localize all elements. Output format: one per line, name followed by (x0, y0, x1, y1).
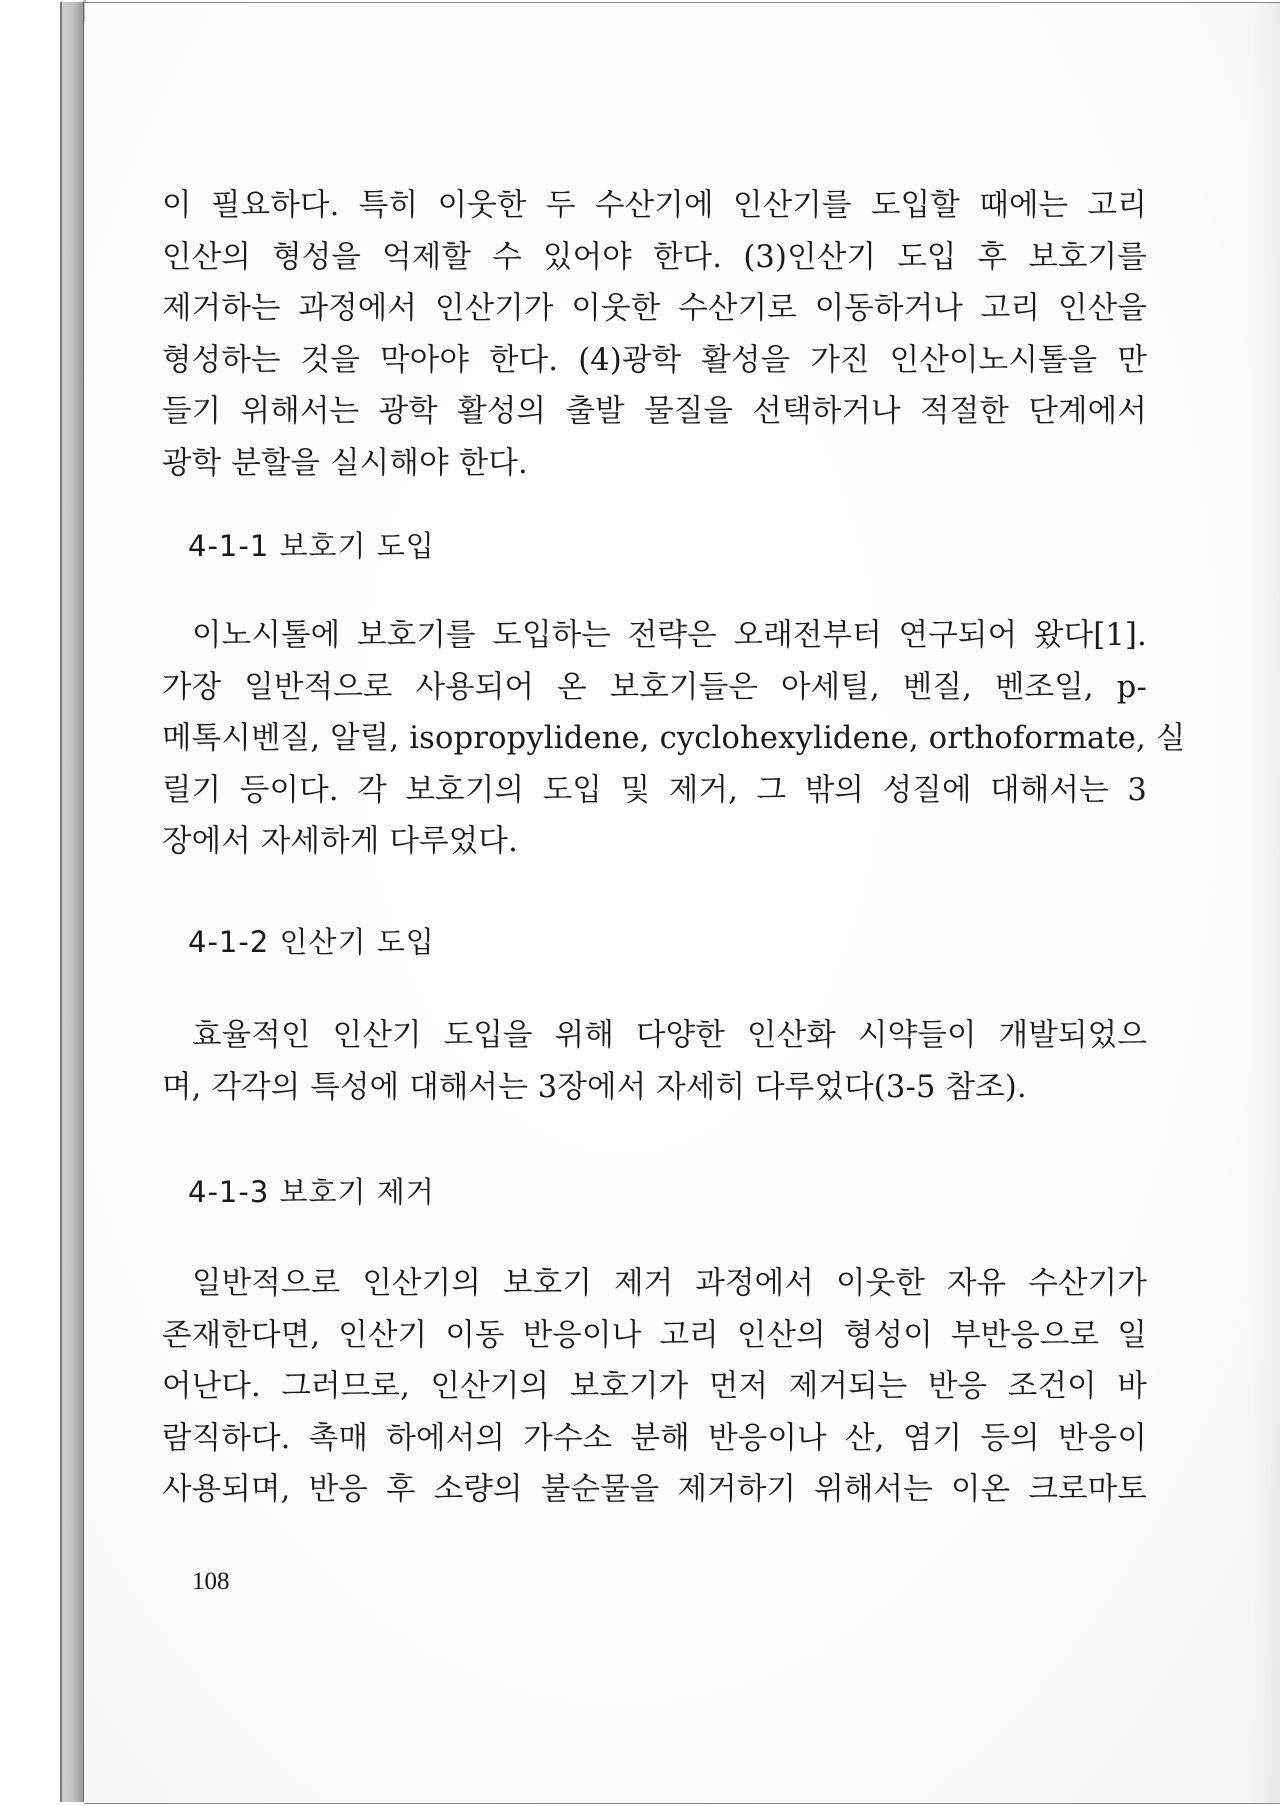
text-line: 메톡시벤질, 알릴, isopropylidene, cyclohexylidene, orthoformate, 실 (162, 721, 1186, 756)
page-number: 108 (192, 1568, 230, 1595)
section-paragraph-4-1-2 (162, 1010, 1147, 1113)
text-line: 형성하는 것을 막아야 한다. (4)광학 활성을 가진 인산이노시톨을 만 (162, 342, 1147, 378)
page-shadow (1250, 3, 1280, 1803)
text-line: 광학 분할을 실시해야 한다. (162, 445, 528, 481)
text-line: 며, 각각의 특성에 대해서는 3장에서 자세히 다루었다(3-5 참조). (162, 1069, 1027, 1105)
book-bottom-edge (84, 1803, 1280, 1804)
text-line: 사용되며, 반응 후 소량의 불순물을 제거하기 위해서는 이온 크로마토 (162, 1472, 1147, 1507)
book-spine-edge (60, 2, 84, 1802)
section-heading-4-1-1: 4-1-1 보호기 도입 (188, 529, 435, 563)
text-line: 이노시톨에 보호기를 도입하는 전략은 오래전부터 연구되어 왔다[1]. (192, 618, 1147, 653)
text-line: 일반적으로 인산기의 보호기 제거 과정에서 이웃한 자유 수산기가 (192, 1266, 1147, 1301)
paragraph-continuation (162, 180, 1147, 489)
text-line: 존재한다면, 인산기 이동 반응이나 고리 인산의 형성이 부반응으로 일 (162, 1317, 1147, 1353)
text-line: 인산의 형성을 억제할 수 있어야 한다. (3)인산기 도입 후 보호기를 (162, 239, 1147, 275)
text-line: 람직하다. 촉매 하에서의 가수소 분해 반응이나 산, 염기 등의 반응이 (162, 1420, 1147, 1456)
section-heading-4-1-3: 4-1-3 보호기 제거 (188, 1175, 435, 1209)
text-line: 어난다. 그러므로, 인산기의 보호기가 먼저 제거되는 반응 조건이 바 (162, 1369, 1147, 1404)
section-paragraph-4-1-1 (162, 610, 1186, 868)
text-line: 가장 일반적으로 사용되어 온 보호기들은 아세틸, 벤질, 벤조일, p- (162, 669, 1147, 705)
section-heading-4-1-2: 4-1-2 인산기 도입 (188, 925, 435, 959)
text-line: 이 필요하다. 특히 이웃한 두 수산기에 인산기를 도입할 때에는 고리 (162, 188, 1147, 223)
text-line: 릴기 등이다. 각 보호기의 도입 및 제거, 그 밖의 성질에 대해서는 3 (162, 772, 1147, 808)
text-line: 제거하는 과정에서 인산기가 이웃한 수산기로 이동하거나 고리 인산을 (162, 291, 1147, 326)
section-paragraph-4-1-3 (162, 1258, 1147, 1516)
text-line: 들기 위해서는 광학 활성의 출발 물질을 선택하거나 적절한 단계에서 (162, 394, 1147, 429)
text-line: 장에서 자세하게 다루었다. (162, 824, 518, 859)
text-line: 효율적인 인산기 도입을 위해 다양한 인산화 시약들이 개발되었으 (192, 1018, 1147, 1053)
